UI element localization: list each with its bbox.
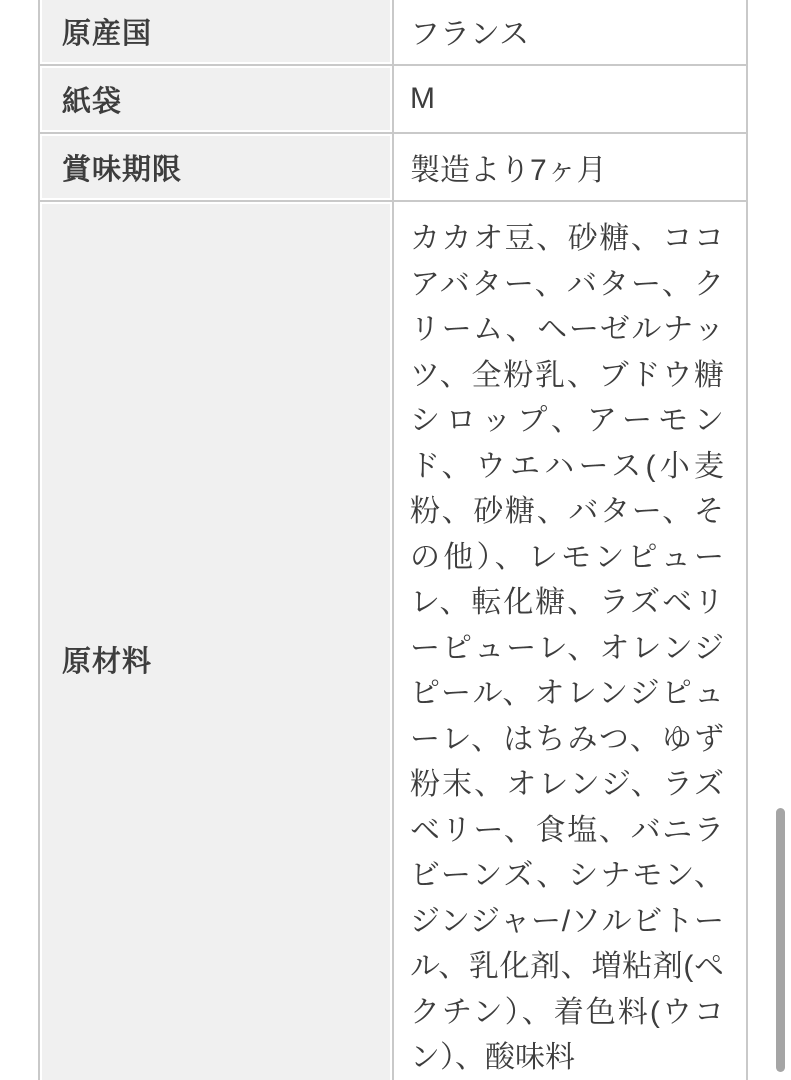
paper-bag-label: 紙袋: [42, 68, 390, 130]
spec-row-paper-bag: [40, 64, 746, 132]
best-before-value-cell: [394, 134, 746, 200]
scrollbar-thumb[interactable]: [776, 808, 785, 1072]
spec-row-best-before: [40, 132, 746, 200]
ingredients-value: カカオ豆、砂糖、ココアバター、バター、クリーム、ヘーゼルナッツ、全粉乳、ブドウ糖シロップ、アーモンド、ウエハース(小麦粉、砂糖、バター、その他）、レモンピューレ、転化糖、ラズベリーピューレ、オレンジピール、オレンジピューレ、はちみつ、ゆず粉末、オレンジ、ラズベリー、食塩、バニラビーンズ、シナモン、ジンジャー/ソルビトール、乳化剤、増粘剤(ペクチン）、着色料(ウコン）、酸味料: [396, 204, 744, 1080]
best-before-label-cell: [40, 134, 394, 200]
paper-bag-label-cell: [40, 66, 394, 132]
origin-country-label: 原産国: [42, 0, 390, 62]
spec-row-origin-country: [40, 0, 746, 64]
best-before-value: 製造より7ヶ月: [396, 136, 744, 198]
best-before-label: 賞味期限: [42, 136, 390, 198]
ingredients-value-cell: [394, 202, 746, 1080]
ingredients-label: 原材料: [42, 204, 390, 1080]
paper-bag-value-cell: [394, 66, 746, 132]
product-spec-table: [38, 0, 748, 1080]
paper-bag-value: M: [396, 68, 744, 130]
origin-country-value-cell: [394, 0, 746, 64]
origin-country-value: フランス: [396, 0, 744, 62]
ingredients-label-cell: [40, 202, 394, 1080]
spec-row-ingredients: [40, 200, 746, 1080]
origin-country-label-cell: [40, 0, 394, 64]
